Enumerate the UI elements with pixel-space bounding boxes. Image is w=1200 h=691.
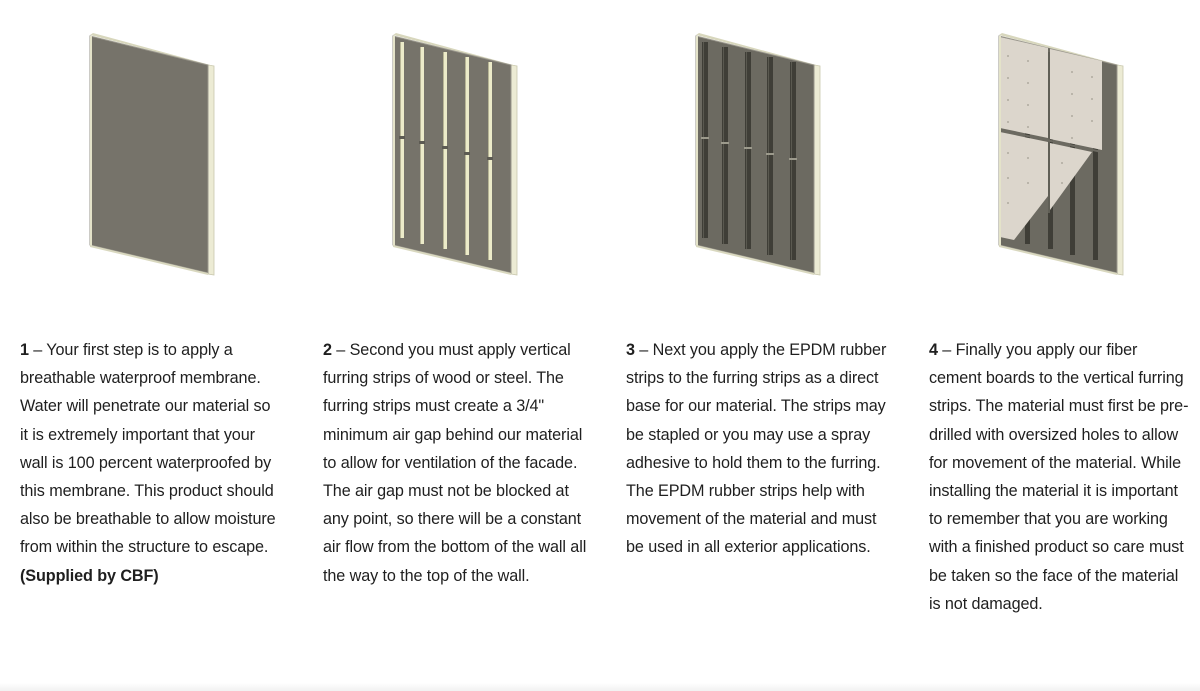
step-4 [909,0,1199,691]
step-text: – Your first step is to apply a breathable waterproof membrane. Water will penetrate our material so it is extremely important that your wall is 100 percent waterproofed by this membrane. This product should also be breathable to allow moisture from within the structure to escape. [20,341,276,557]
step-number: 2 [323,341,332,359]
step-1 [0,0,290,691]
step-number: 4 [929,341,938,359]
step-text: – Next you apply the EPDM rubber strips to the furring strips as a direct base for our material. The strips may be stapled or you may use a spray adhesive to hold them to the furring. The EPDM rubber strips help with movement of the material and must be used in all exterior applications. [626,341,887,557]
furring-strips-illustration [378,28,518,283]
membrane-wall-illustration [75,28,215,283]
supplier-note: (Supplied by CBF) [20,566,159,585]
step-number: 3 [626,341,635,359]
step-text: – Finally you apply our fiber cement boards to the vertical furring strips. The material must first be pre-drilled with oversized holes to allow for movement of the material. While installing the material it is important to remember that you are working with a finished product so care must be taken so the face of the material is not damaged. [929,341,1189,613]
step-text: – Second you must apply vertical furring strips of wood or steel. The furring strips must create a 3/4" minimum air gap behind our material to allow for ventilation of the facade. The air gap must not be blocked at any point, so there will be a constant air flow from the bottom of the wall all the way to the top of the wall. [323,341,587,585]
step-number: 1 [20,341,29,359]
step-3 [606,0,896,691]
step-2-description [323,336,591,590]
fiber-cement-boards-illustration [984,28,1124,283]
step-3-description [626,336,894,562]
step-4-description [929,336,1191,618]
step-1-description [20,336,282,590]
epdm-strips-illustration [681,28,821,283]
bottom-divider [0,683,1200,691]
step-2 [303,0,593,691]
